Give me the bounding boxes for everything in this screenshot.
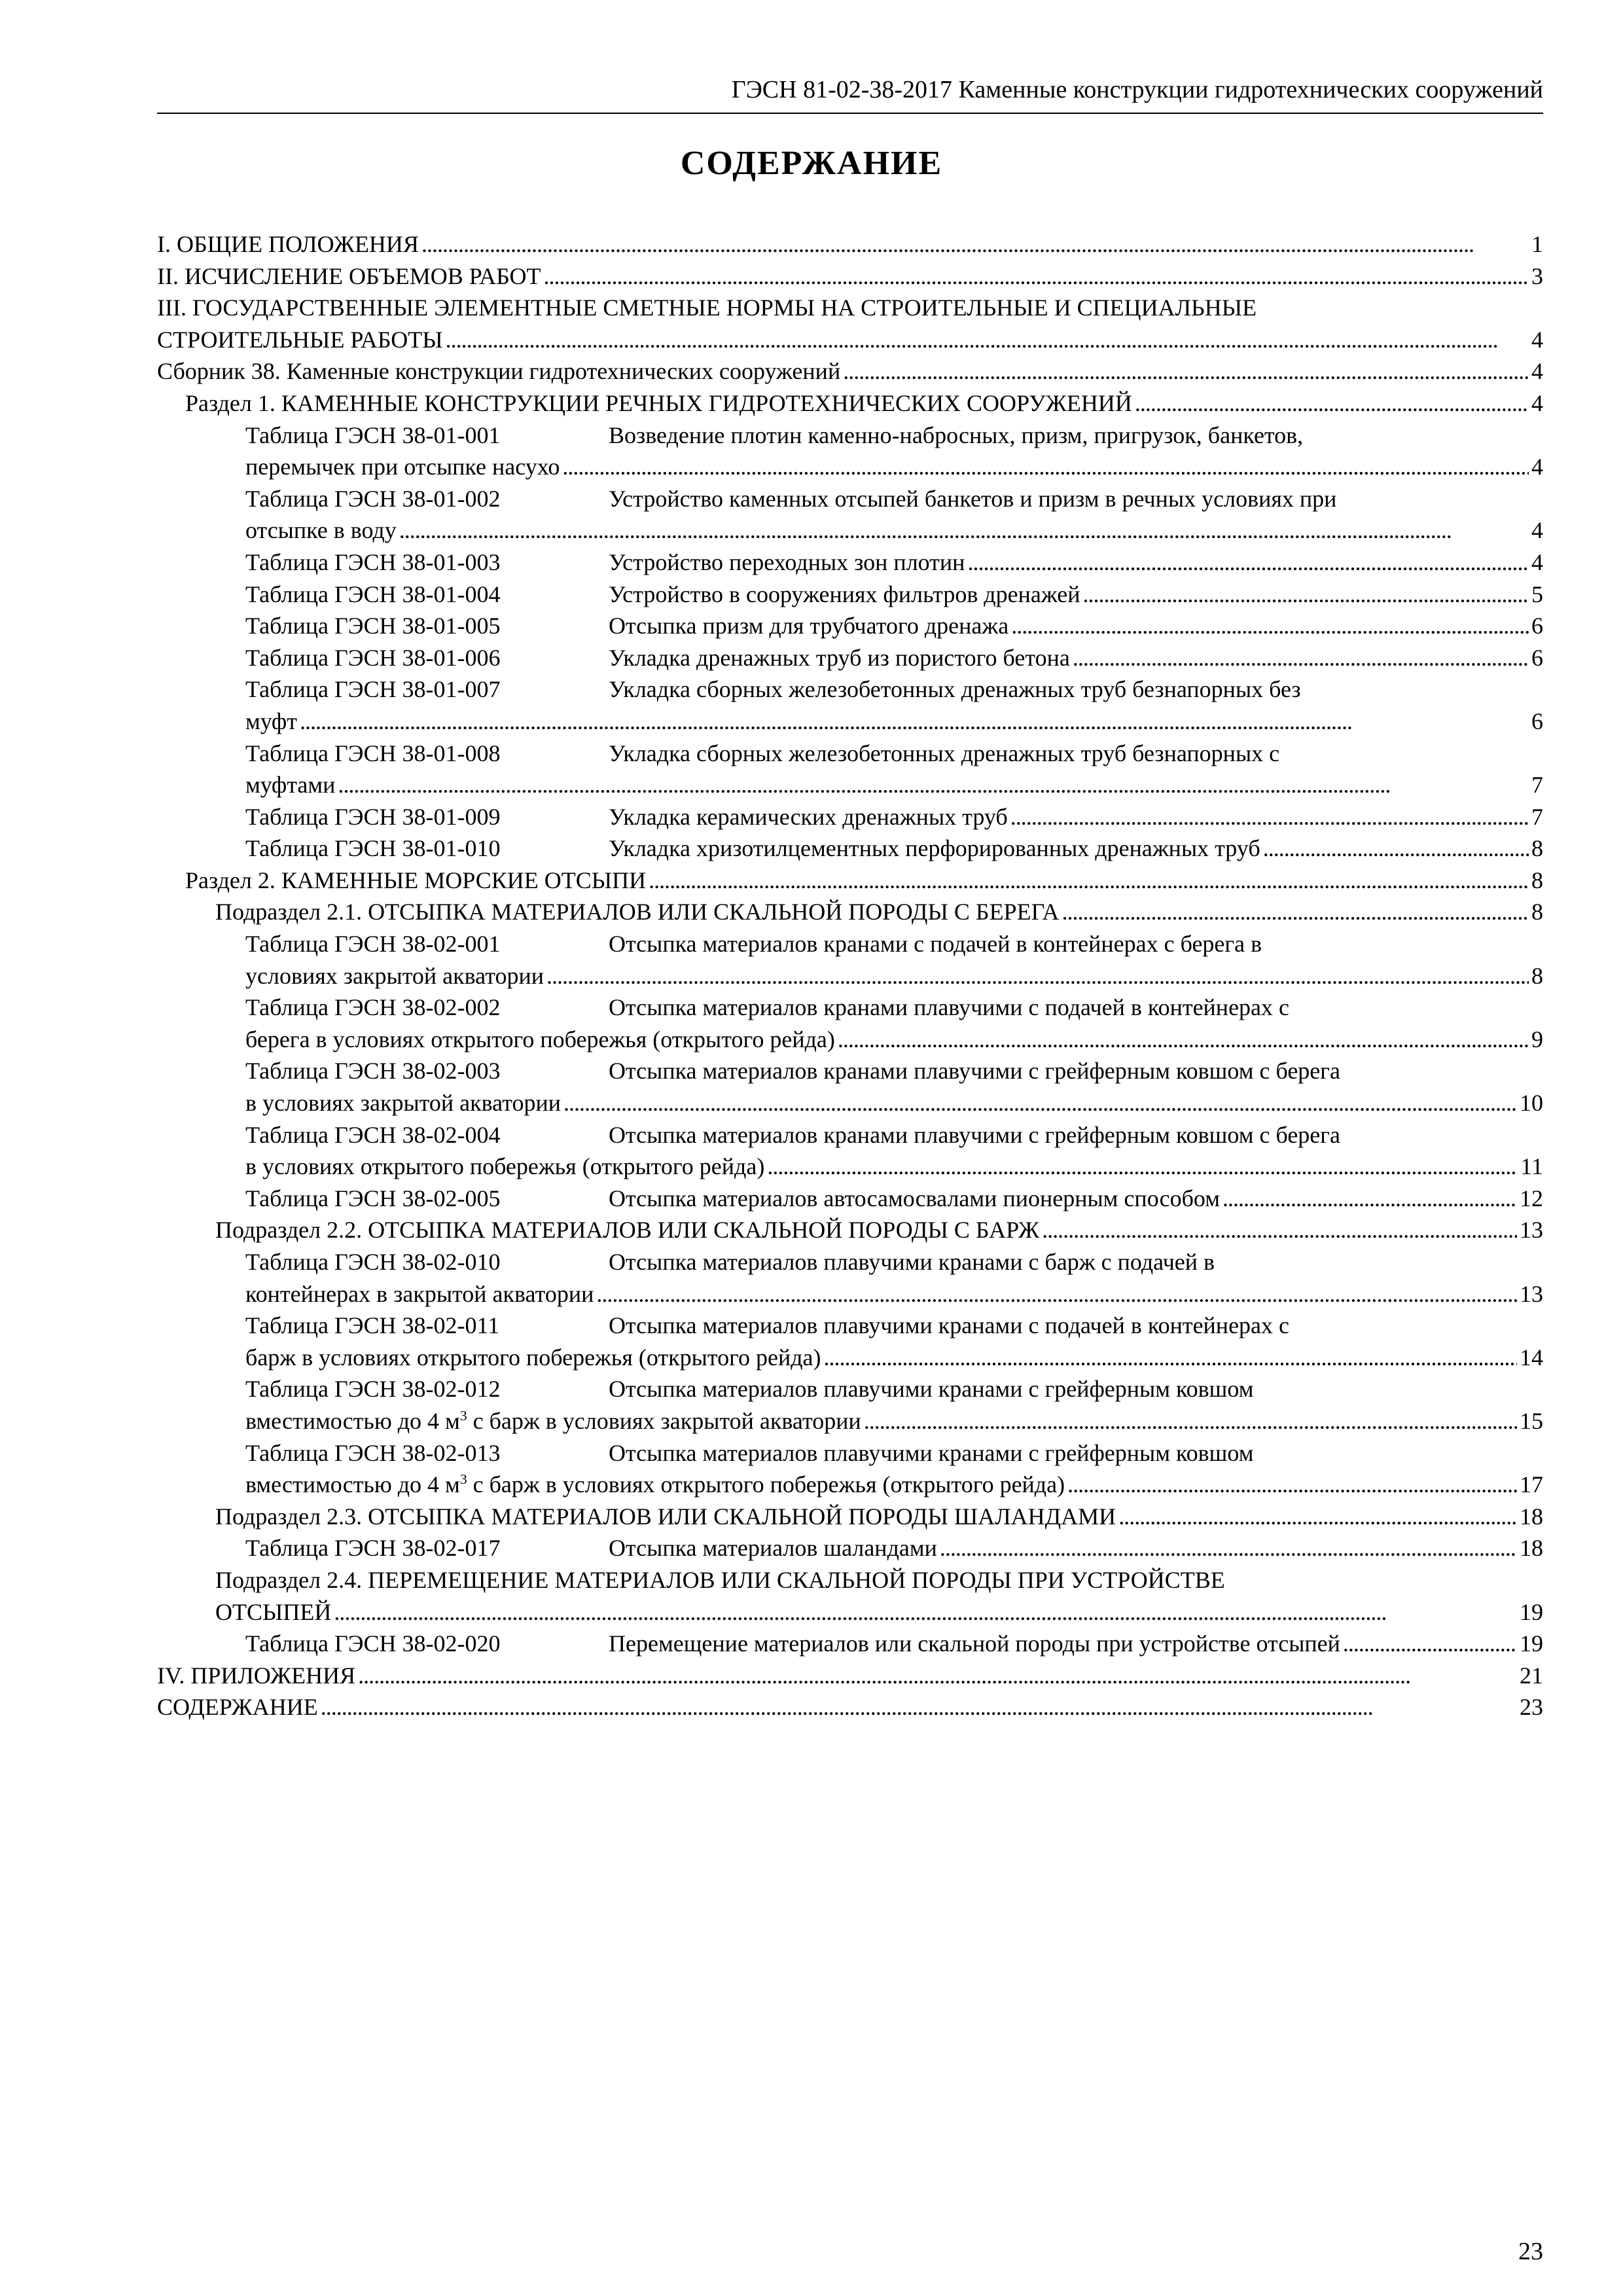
toc-entry-section-1[interactable] bbox=[157, 387, 1543, 420]
toc-page-number: 15 bbox=[1520, 1407, 1543, 1434]
toc-table-code: Таблица ГЭСН 38-01-006 bbox=[245, 644, 501, 671]
toc-table-code: Таблица ГЭСН 38-01-001 bbox=[245, 422, 501, 448]
toc-entry-part-1[interactable] bbox=[157, 228, 1543, 260]
superscript: 3 bbox=[459, 1471, 467, 1488]
toc-leader-dots bbox=[358, 1660, 1517, 1692]
toc-entry-subsection-2-2[interactable] bbox=[157, 1214, 1543, 1246]
toc-entry-subsection-2-4-continuation[interactable] bbox=[157, 1596, 1543, 1628]
toc-page-number: 7 bbox=[1531, 772, 1543, 798]
toc-table-code: Таблица ГЭСН 38-01-008 bbox=[245, 740, 501, 766]
toc-page-number: 17 bbox=[1520, 1471, 1543, 1498]
toc-entry-title: Раздел 1. КАМЕННЫЕ КОНСТРУКЦИИ РЕЧНЫХ ГИДРОТЕХНИЧЕСКИХ СООРУЖЕНИЙ bbox=[185, 389, 1132, 416]
toc-entry-title-cont: перемычек при отсыпке насухо bbox=[245, 454, 560, 480]
toc-entry-title: Отсыпка материалов кранами с подачей в контейнерах с берега в bbox=[609, 931, 1262, 958]
toc-entry-title-cont: муфтами bbox=[245, 772, 336, 798]
toc-entry-title-cont: в условиях закрытой акватории bbox=[245, 1090, 561, 1117]
toc-entry-title-cont: ОТСЫПЕЙ bbox=[215, 1598, 332, 1625]
toc-leader-dots bbox=[940, 1532, 1517, 1564]
toc-entry-title-cont: берега в условиях открытого побережья (открытого рейда) bbox=[245, 1026, 835, 1052]
toc-entry-table-38-01-003[interactable] bbox=[157, 547, 1543, 579]
page-number: 23 bbox=[1518, 2238, 1543, 2265]
toc-entry-title: Подраздел 2.3. ОТСЫПКА МАТЕРИАЛОВ ИЛИ СКАЛЬНОЙ ПОРОДЫ ШАЛАНДАМИ bbox=[215, 1503, 1116, 1530]
toc-entry-part-2[interactable] bbox=[157, 260, 1543, 293]
toc-entry-title: Отсыпка материалов автосамосвалами пионерным способом bbox=[609, 1185, 1220, 1211]
toc-leader-dots bbox=[649, 865, 1529, 897]
toc-leader-dots bbox=[399, 514, 1529, 547]
toc-entry-title: Устройство каменных отсыпей банкетов и призм в речных условиях при bbox=[609, 485, 1337, 512]
toc-table-code: Таблица ГЭСН 38-01-002 bbox=[245, 485, 501, 512]
toc-entry-title: Устройство переходных зон плотин bbox=[609, 548, 965, 575]
toc-entry-part-3-continuation[interactable] bbox=[157, 324, 1543, 356]
toc-leader-dots bbox=[1135, 387, 1529, 420]
toc-entry-table-38-02-012[interactable] bbox=[157, 1373, 1543, 1405]
toc-entry-title-cont: барж в условиях открытого побережья (открытого рейда) bbox=[245, 1344, 821, 1371]
table-of-contents bbox=[157, 228, 1543, 1723]
toc-entry-title: Раздел 2. КАМЕННЫЕ МОРСКИЕ ОТСЫПИ bbox=[185, 867, 647, 893]
toc-table-code: Таблица ГЭСН 38-02-012 bbox=[245, 1376, 501, 1403]
toc-entry-title: Подраздел 2.1. ОТСЫПКА МАТЕРИАЛОВ ИЛИ СКАЛЬНОЙ ПОРОДЫ С БЕРЕГА bbox=[215, 899, 1060, 925]
toc-entry-part-3[interactable] bbox=[157, 292, 1543, 324]
toc-entry-title-cont bbox=[245, 1469, 1065, 1501]
toc-entry-title: Подраздел 2.4. ПЕРЕМЕЩЕНИЕ МАТЕРИАЛОВ ИЛИ СКАЛЬНОЙ ПОРОДЫ ПРИ УСТРОЙСТВЕ bbox=[215, 1566, 1225, 1593]
toc-entry-title: СОДЕРЖАНИЕ bbox=[157, 1694, 318, 1721]
toc-page-number: 8 bbox=[1531, 867, 1543, 893]
toc-entry-title-cont: отсыпке в воду bbox=[245, 517, 397, 544]
toc-entry-title: Укладка керамических дренажных труб bbox=[609, 803, 1008, 830]
toc-leader-dots bbox=[1061, 896, 1529, 928]
running-header: ГЭСН 81-02-38-2017 Каменные конструкции гидротехнических сооружений bbox=[157, 73, 1543, 114]
toc-entry-title-cont: контейнерах в закрытой акватории bbox=[245, 1280, 594, 1307]
toc-table-code: Таблица ГЭСН 38-01-007 bbox=[245, 676, 501, 703]
toc-table-code: Таблица ГЭСН 38-02-005 bbox=[245, 1185, 501, 1211]
toc-entry-table-38-02-010-continuation[interactable] bbox=[157, 1278, 1543, 1310]
toc-entry-table-38-01-007-continuation[interactable] bbox=[157, 706, 1543, 738]
toc-leader-dots bbox=[544, 260, 1529, 293]
toc-leader-dots bbox=[843, 355, 1529, 387]
toc-entry-table-38-01-010[interactable] bbox=[157, 833, 1543, 865]
toc-entry-table-38-02-020[interactable] bbox=[157, 1628, 1543, 1660]
toc-entry-title-cont: условиях закрытой акватории bbox=[245, 962, 544, 989]
toc-page-number: 8 bbox=[1531, 962, 1543, 989]
toc-table-code: Таблица ГЭСН 38-01-009 bbox=[245, 803, 501, 830]
toc-entry-title: Укладка сборных железобетонных дренажных труб безнапорных без bbox=[609, 676, 1301, 703]
toc-entry-table-38-02-012-continuation[interactable] bbox=[157, 1405, 1543, 1437]
toc-entry-table-38-02-013[interactable] bbox=[157, 1437, 1543, 1469]
toc-entry-title: Перемещение материалов или скальной породы при устройстве отсыпей bbox=[609, 1630, 1340, 1657]
toc-page-number: 4 bbox=[1531, 548, 1543, 575]
toc-table-code: Таблица ГЭСН 38-01-004 bbox=[245, 581, 501, 607]
toc-entry-title: Отсыпка материалов плавучими кранами с барж с подачей в bbox=[609, 1249, 1215, 1275]
toc-entry-collection-38[interactable] bbox=[157, 355, 1543, 387]
toc-leader-dots bbox=[1222, 1183, 1517, 1215]
toc-leader-dots bbox=[1042, 1214, 1517, 1246]
toc-table-code: Таблица ГЭСН 38-02-011 bbox=[245, 1312, 500, 1339]
toc-entry-table-38-01-005[interactable] bbox=[157, 610, 1543, 642]
toc-leader-dots bbox=[767, 1151, 1518, 1183]
toc-entry-title: Отсыпка материалов кранами плавучими с грейферным ковшом с берега bbox=[609, 1121, 1341, 1148]
toc-leader-dots bbox=[563, 1087, 1517, 1119]
toc-leader-dots bbox=[338, 769, 1529, 801]
toc-table-code: Таблица ГЭСН 38-01-010 bbox=[245, 835, 501, 862]
toc-page-number: 18 bbox=[1520, 1535, 1543, 1562]
toc-leader-dots bbox=[300, 706, 1529, 738]
toc-page-number: 11 bbox=[1520, 1153, 1543, 1180]
toc-entry-contents[interactable] bbox=[157, 1691, 1543, 1723]
toc-entry-table-38-02-011-continuation[interactable] bbox=[157, 1342, 1543, 1374]
toc-leader-dots bbox=[967, 547, 1529, 579]
toc-entry-table-38-02-004-continuation[interactable] bbox=[157, 1151, 1543, 1183]
toc-table-code: Таблица ГЭСН 38-02-010 bbox=[245, 1249, 501, 1275]
toc-page-number: 9 bbox=[1531, 1026, 1543, 1052]
toc-entry-title: Сборник 38. Каменные конструкции гидротехнических сооружений bbox=[157, 358, 841, 385]
toc-leader-dots bbox=[1343, 1628, 1517, 1660]
toc-entry-title-cont: муфт bbox=[245, 708, 297, 734]
toc-page-number: 4 bbox=[1531, 326, 1543, 353]
toc-entry-table-38-01-006[interactable] bbox=[157, 642, 1543, 674]
toc-entry-title: Укладка дренажных труб из пористого бетона bbox=[609, 644, 1070, 671]
toc-page-number: 5 bbox=[1531, 581, 1543, 607]
toc-entry-table-38-01-008-continuation[interactable] bbox=[157, 769, 1543, 801]
toc-entry-subsection-2-4[interactable] bbox=[157, 1564, 1543, 1596]
toc-entry-table-38-02-011[interactable] bbox=[157, 1310, 1543, 1342]
toc-leader-dots bbox=[562, 451, 1529, 483]
toc-entry-title-cont-part: с барж в условиях закрытой акватории bbox=[467, 1407, 861, 1434]
toc-page-number: 13 bbox=[1520, 1280, 1543, 1307]
toc-entry-table-38-02-003-continuation[interactable] bbox=[157, 1087, 1543, 1119]
toc-table-code: Таблица ГЭСН 38-01-005 bbox=[245, 613, 501, 639]
toc-leader-dots bbox=[321, 1691, 1517, 1723]
toc-table-code: Таблица ГЭСН 38-01-003 bbox=[245, 548, 501, 575]
toc-leader-dots bbox=[1010, 801, 1529, 833]
toc-page-number: 8 bbox=[1531, 835, 1543, 862]
toc-leader-dots bbox=[1083, 579, 1529, 611]
toc-page-number: 7 bbox=[1531, 803, 1543, 830]
toc-entry-title: Укладка сборных железобетонных дренажных труб безнапорных с bbox=[609, 740, 1280, 766]
toc-entry-table-38-02-002[interactable] bbox=[157, 992, 1543, 1024]
toc-entry-title: Отсыпка материалов шаландами bbox=[609, 1535, 937, 1562]
toc-entry-table-38-01-004[interactable] bbox=[157, 579, 1543, 611]
toc-entry-title-cont: СТРОИТЕЛЬНЫЕ РАБОТЫ bbox=[157, 326, 443, 353]
toc-page-number: 4 bbox=[1531, 358, 1543, 385]
toc-entry-title: Отсыпка материалов кранами плавучими с подачей в контейнерах с bbox=[609, 994, 1290, 1021]
superscript: 3 bbox=[459, 1407, 467, 1424]
toc-entry-title: Укладка хризотилцементных перфорированных дренажных труб bbox=[609, 835, 1260, 862]
toc-entry-table-38-02-001-continuation[interactable] bbox=[157, 960, 1543, 992]
toc-table-code: Таблица ГЭСН 38-02-002 bbox=[245, 994, 501, 1021]
toc-entry-table-38-02-002-continuation[interactable] bbox=[157, 1024, 1543, 1056]
toc-leader-dots bbox=[1067, 1469, 1517, 1501]
toc-entry-table-38-02-001[interactable] bbox=[157, 928, 1543, 960]
toc-entry-title: III. ГОСУДАРСТВЕННЫЕ ЭЛЕМЕНТНЫЕ СМЕТНЫЕ НОРМЫ НА СТРОИТЕЛЬНЫЕ И СПЕЦИАЛЬНЫЕ bbox=[157, 295, 1257, 321]
toc-entry-table-38-01-007[interactable] bbox=[157, 673, 1543, 706]
toc-page-number: 4 bbox=[1531, 454, 1543, 480]
toc-entry-table-38-02-004[interactable] bbox=[157, 1119, 1543, 1151]
toc-entry-title: Устройство в сооружениях фильтров дренажей bbox=[609, 581, 1080, 607]
toc-entry-table-38-02-017[interactable] bbox=[157, 1532, 1543, 1564]
toc-entry-title: Возведение плотин каменно-набросных, призм, пригрузок, банкетов, bbox=[609, 422, 1304, 448]
toc-entry-title-cont-part: с барж в условиях открытого побережья (открытого рейда) bbox=[467, 1471, 1065, 1498]
toc-entry-table-38-02-010[interactable] bbox=[157, 1246, 1543, 1278]
toc-page-number: 23 bbox=[1520, 1694, 1543, 1721]
toc-entry-table-38-01-001-continuation[interactable] bbox=[157, 451, 1543, 483]
toc-leader-dots bbox=[838, 1024, 1529, 1056]
toc-leader-dots bbox=[596, 1278, 1517, 1310]
toc-entry-title-cont bbox=[245, 1405, 861, 1437]
toc-leader-dots bbox=[1011, 610, 1529, 642]
toc-entry-table-38-02-003[interactable] bbox=[157, 1055, 1543, 1087]
toc-leader-dots bbox=[334, 1596, 1517, 1628]
toc-entry-title: II. ИСЧИСЛЕНИЕ ОБЪЕМОВ РАБОТ bbox=[157, 262, 541, 289]
toc-page-number: 4 bbox=[1531, 389, 1543, 416]
toc-entry-title: I. ОБЩИЕ ПОЛОЖЕНИЯ bbox=[157, 231, 419, 257]
toc-entry-subsection-2-1[interactable] bbox=[157, 896, 1543, 928]
toc-entry-title: IV. ПРИЛОЖЕНИЯ bbox=[157, 1662, 356, 1689]
toc-entry-title: Отсыпка материалов кранами плавучими с грейферным ковшом с берега bbox=[609, 1058, 1341, 1085]
toc-entry-table-38-02-005[interactable] bbox=[157, 1183, 1543, 1215]
toc-page-number: 12 bbox=[1520, 1185, 1543, 1211]
toc-leader-dots bbox=[1263, 833, 1529, 865]
toc-entry-section-2[interactable] bbox=[157, 865, 1543, 897]
toc-page-number: 19 bbox=[1520, 1630, 1543, 1657]
toc-entry-table-38-01-008[interactable] bbox=[157, 738, 1543, 770]
toc-entry-title: Отсыпка материалов плавучими кранами с грейферным ковшом bbox=[609, 1376, 1254, 1403]
toc-entry-table-38-02-013-continuation[interactable] bbox=[157, 1469, 1543, 1501]
toc-table-code: Таблица ГЭСН 38-02-017 bbox=[245, 1535, 501, 1562]
toc-table-code: Таблица ГЭСН 38-02-004 bbox=[245, 1121, 501, 1148]
toc-entry-title-cont: в условиях открытого побережья (открытого рейда) bbox=[245, 1153, 765, 1180]
toc-leader-dots bbox=[421, 228, 1529, 260]
toc-page-number: 8 bbox=[1531, 899, 1543, 925]
toc-leader-dots bbox=[446, 324, 1529, 356]
toc-page-number: 6 bbox=[1531, 613, 1543, 639]
toc-page-number: 18 bbox=[1520, 1503, 1543, 1530]
toc-page-number: 10 bbox=[1520, 1090, 1543, 1117]
toc-leader-dots bbox=[546, 960, 1529, 992]
toc-leader-dots bbox=[1073, 642, 1529, 674]
toc-table-code: Таблица ГЭСН 38-02-001 bbox=[245, 931, 501, 958]
toc-entry-table-38-01-001[interactable] bbox=[157, 420, 1543, 452]
toc-table-code: Таблица ГЭСН 38-02-020 bbox=[245, 1630, 501, 1657]
toc-table-code: Таблица ГЭСН 38-02-003 bbox=[245, 1058, 501, 1085]
toc-page-number: 13 bbox=[1520, 1217, 1543, 1244]
toc-entry-title: Отсыпка призм для трубчатого дренажа bbox=[609, 613, 1009, 639]
toc-entry-title-cont-part: вместимостью до 4 м bbox=[245, 1471, 460, 1498]
toc-entry-table-38-01-002[interactable] bbox=[157, 483, 1543, 515]
toc-page-number: 6 bbox=[1531, 644, 1543, 671]
toc-leader-dots bbox=[824, 1342, 1518, 1374]
toc-entry-subsection-2-3[interactable] bbox=[157, 1501, 1543, 1533]
toc-page-number: 1 bbox=[1531, 231, 1543, 257]
toc-page-number: 14 bbox=[1520, 1344, 1543, 1371]
toc-page-number: 19 bbox=[1520, 1598, 1543, 1625]
toc-entry-part-4[interactable] bbox=[157, 1660, 1543, 1692]
toc-leader-dots bbox=[864, 1405, 1517, 1437]
toc-entry-title: Подраздел 2.2. ОТСЫПКА МАТЕРИАЛОВ ИЛИ СКАЛЬНОЙ ПОРОДЫ С БАРЖ bbox=[215, 1217, 1040, 1244]
toc-entry-table-38-01-002-continuation[interactable] bbox=[157, 514, 1543, 547]
toc-entry-title: Отсыпка материалов плавучими кранами с грейферным ковшом bbox=[609, 1439, 1254, 1466]
toc-entry-title-cont-part: вместимостью до 4 м bbox=[245, 1407, 460, 1434]
toc-entry-table-38-01-009[interactable] bbox=[157, 801, 1543, 833]
page-title: СОДЕРЖАНИЕ bbox=[680, 145, 943, 182]
toc-page-number: 6 bbox=[1531, 708, 1543, 734]
toc-entry-title: Отсыпка материалов плавучими кранами с подачей в контейнерах с bbox=[609, 1312, 1290, 1339]
toc-page-number: 4 bbox=[1531, 517, 1543, 544]
toc-table-code: Таблица ГЭСН 38-02-013 bbox=[245, 1439, 501, 1466]
toc-leader-dots bbox=[1118, 1501, 1517, 1533]
toc-page-number: 3 bbox=[1531, 262, 1543, 289]
toc-page-number: 21 bbox=[1520, 1662, 1543, 1689]
